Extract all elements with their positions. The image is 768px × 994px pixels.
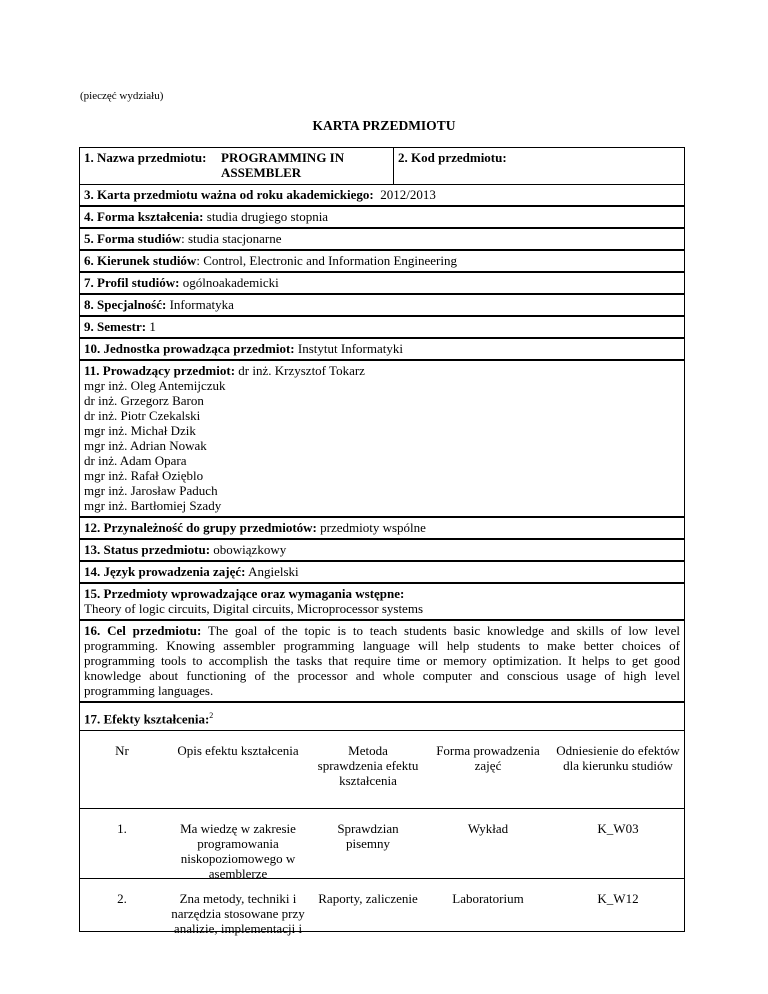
course-name-row bbox=[79, 147, 685, 185]
teacher-item: mgr inż. Adrian Nowak bbox=[84, 438, 207, 453]
unit-row: 10. Jednostka prowadząca przedmiot: Instytut Informatyki bbox=[79, 339, 685, 361]
semester-row: 9. Semestr: 1 bbox=[79, 317, 685, 339]
table-cell: 2. bbox=[117, 891, 127, 907]
table-header-row bbox=[80, 731, 684, 808]
table-cell: K_W03 bbox=[597, 821, 639, 837]
learning-outcomes-table bbox=[79, 731, 685, 937]
subject-group-row: 12. Przynależność do grupy przedmiotów: przedmioty wspólne bbox=[79, 518, 685, 540]
teacher-item: mgr inż. Michał Dzik bbox=[84, 423, 196, 438]
column-header: Forma prowadzenia zajęć bbox=[436, 743, 540, 774]
table-row bbox=[80, 808, 684, 882]
teachers-row: 11. Prowadzący przedmiot: dr inż. Krzysztof Tokarz mgr inż. Oleg Antemijczuk dr inż. Grzegorz Baron dr inż. Piotr Czekalski mgr inż. Michał Dzik mgr inż. Adrian Nowak dr inż. Adam Opara mgr inż. Rafał Ozięblo mgr inż. Jarosław Paduch mgr inż. Bartłomiej Szady bbox=[79, 361, 685, 518]
page-title: KARTA PRZEDMIOTU bbox=[312, 118, 456, 133]
table-row bbox=[80, 878, 684, 937]
study-form-row: 5. Forma studiów: studia stacjonarne bbox=[79, 229, 685, 251]
field-of-study-row: 6. Kierunek studiów: Control, Electronic and Information Engineering bbox=[79, 251, 685, 273]
column-header: Odniesienie do efektów dla kierunku studiów bbox=[556, 743, 680, 774]
subject-status-row: 13. Status przedmiotu: obowiązkowy bbox=[79, 540, 685, 562]
table-cell: Raporty, zaliczenie bbox=[318, 891, 418, 907]
course-name-label: 1. Nazwa przedmiotu: bbox=[84, 150, 207, 165]
teacher-item: mgr inż. Bartłomiej Szady bbox=[84, 498, 222, 513]
table-cell: Laboratorium bbox=[452, 891, 524, 907]
column-header: Nr bbox=[115, 743, 129, 759]
teacher-item: dr inż. Adam Opara bbox=[84, 453, 187, 468]
table-cell: Wykład bbox=[467, 821, 509, 837]
prerequisites-row: 15. Przedmioty wprowadzające oraz wymagania wstępne: Theory of logic circuits, Digital circuits, Microprocessor systems bbox=[79, 584, 685, 621]
teacher-item: mgr inż. Oleg Antemijczuk bbox=[84, 378, 226, 393]
table-cell: Sprawdzian pisemny bbox=[337, 821, 399, 852]
teacher-item: dr inż. Piotr Czekalski bbox=[84, 408, 201, 423]
table-cell: Zna metody, techniki i narzędzia stosowane przy analizie, implementacji i bbox=[171, 891, 305, 937]
faculty-stamp-label: (pieczęć wydziału) bbox=[80, 90, 164, 102]
column-header: Opis efektu kształcenia bbox=[177, 743, 299, 759]
specialization-row: 8. Specjalność: Informatyka bbox=[79, 295, 685, 317]
course-name-value: PROGRAMMING IN ASSEMBLER bbox=[221, 150, 345, 180]
learning-outcomes-row: 17. Efekty kształcenia:$^2$ bbox=[79, 703, 685, 731]
course-goal-row: 16. Cel przedmiotu: The goal of the topic is to teach students basic knowledge and skills of low level programming. Knowing assembler programming language will help students to make better choices of programming tools to accomplish the tasks that require time or memory optimization. It helps to get good knowledge about functioning of the processor and whole computer and conscious usage of high level programming languages. bbox=[79, 621, 685, 703]
course-card-form bbox=[79, 147, 685, 937]
education-form-row: 4. Forma kształcenia: studia drugiego stopnia bbox=[79, 207, 685, 229]
valid-from-row: 3. Karta przedmiotu ważna od roku akademickiego: 2012/2013 bbox=[79, 185, 685, 207]
teacher-item: dr inż. Grzegorz Baron bbox=[84, 393, 204, 408]
course-code-label: 2. Kod przedmiotu: bbox=[398, 150, 507, 165]
column-header: Metoda sprawdzenia efektu kształcenia bbox=[317, 743, 419, 789]
table-cell: K_W12 bbox=[597, 891, 639, 907]
table-cell: Ma wiedzę w zakresie programowania niskopoziomowego w asemblerze bbox=[180, 821, 296, 882]
teacher-item: mgr inż. Rafał Ozięblo bbox=[84, 468, 204, 483]
study-profile-row: 7. Profil studiów: ogólnoakademicki bbox=[79, 273, 685, 295]
teacher-item: mgr inż. Jarosław Paduch bbox=[84, 483, 218, 498]
language-row: 14. Język prowadzenia zajęć: Angielski bbox=[79, 562, 685, 584]
table-cell: 1. bbox=[117, 821, 127, 837]
